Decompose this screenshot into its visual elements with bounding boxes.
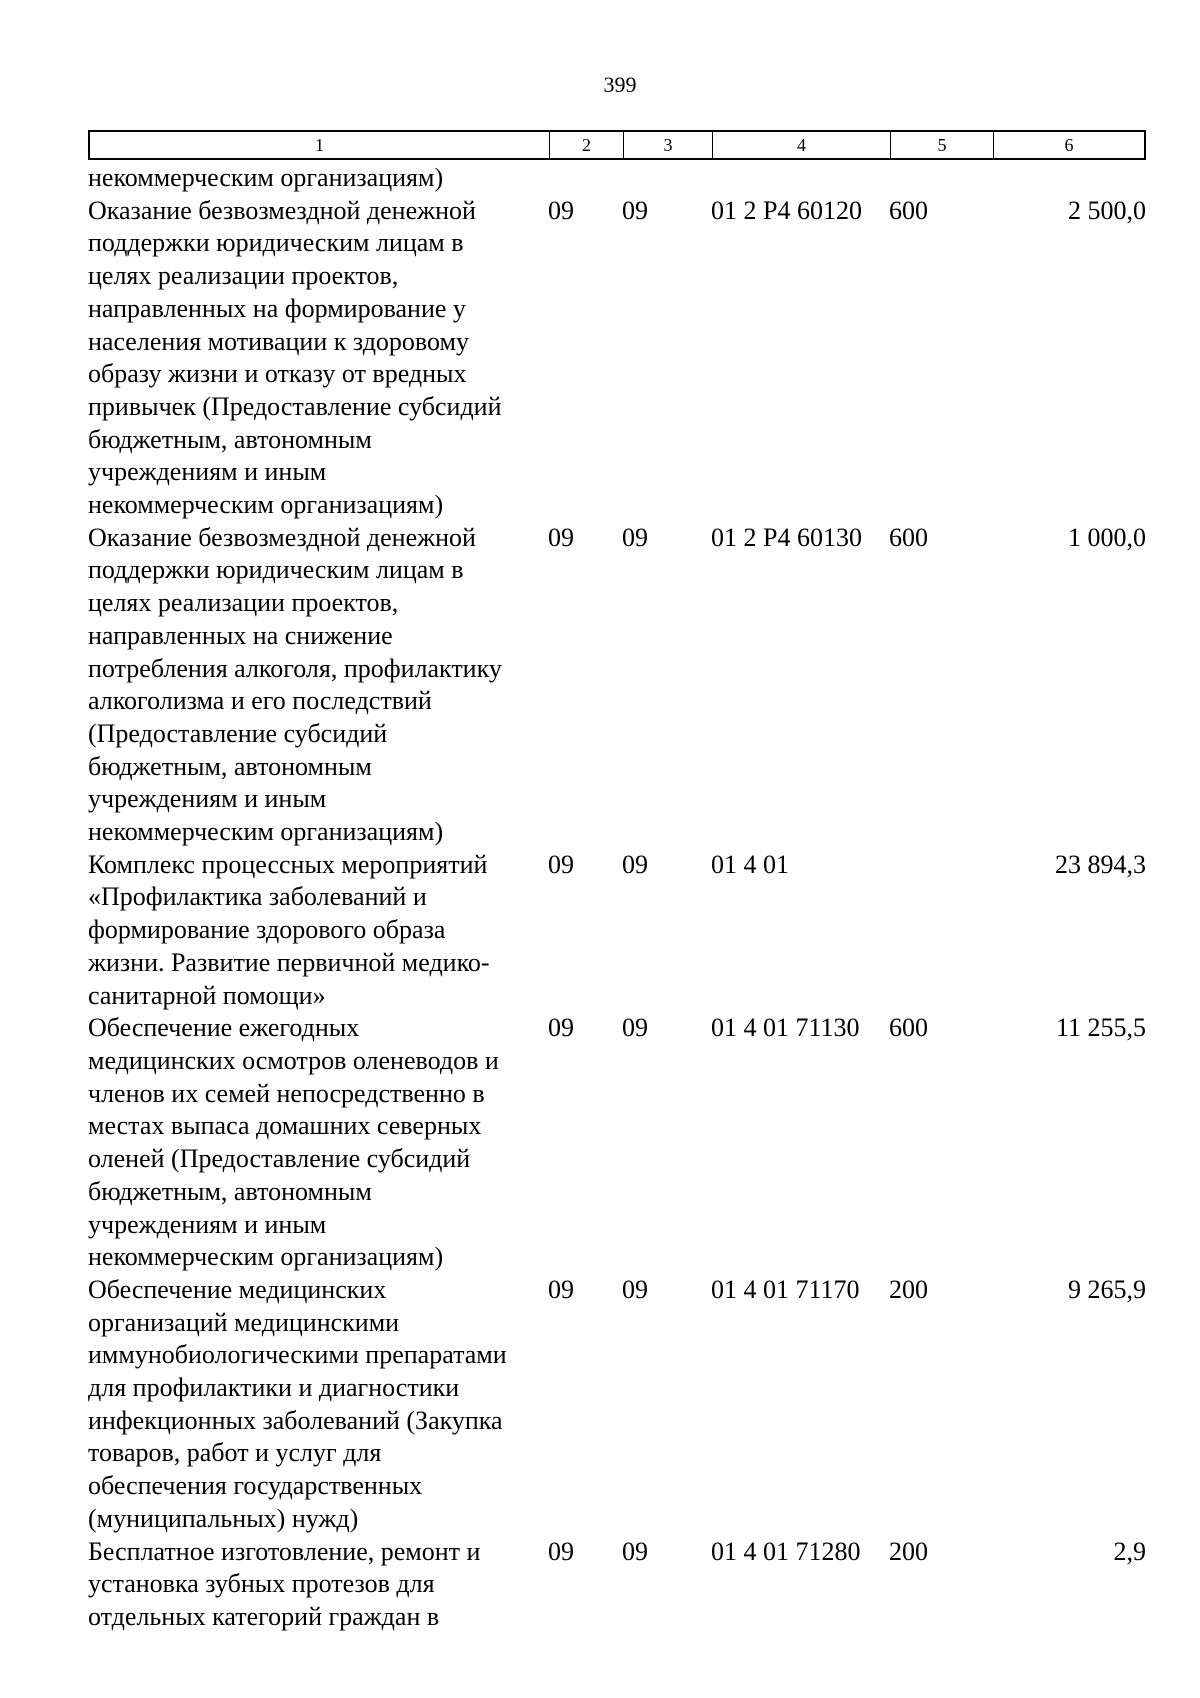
page-number: 399 [603,72,637,97]
row-description: Оказание безвозмездной денежной поддержки юридическим лицам в целях реализации проектов, направленных на снижение потребления алкоголя, профилактику алкоголизма и его последствий (Предоставление субсидий бюджетным, автономным учреждениям и иным некоммерческим организациям) [88,522,502,847]
header-col-2: 2 [550,132,624,158]
row-expense-type: 600 [889,1013,928,1043]
row-target-code: 01 4 01 71170 [711,1274,860,1304]
row-amount: 1 000,0 [1068,522,1146,552]
row-subsection: 09 [622,522,648,552]
row-expense-type: 200 [889,1536,928,1566]
continuation-row [88,162,1146,195]
row-section: 09 [548,1536,574,1566]
row-expense-type: 600 [889,522,928,552]
header-col-5: 5 [891,132,994,158]
row-subsection: 09 [622,1536,648,1566]
row-section: 09 [548,195,574,225]
row-description: Бесплатное изготовление, ремонт и установка зубных протезов для отдельных категорий граждан в [88,1536,481,1631]
table-row [88,522,1146,849]
row-section: 09 [548,1274,574,1304]
row-section: 09 [548,522,574,552]
row-expense-type: 200 [889,1274,928,1304]
table-row [88,849,1146,1013]
row-subsection: 09 [622,195,648,225]
row-expense-type: 600 [889,195,928,225]
header-col-4: 4 [713,132,891,158]
row-description: Обеспечение ежегодных медицинских осмотров оленеводов и членов их семей непосредственно в местах выпаса домашних северных оленей (Предоставление субсидий бюджетным, автономным учреждениям и иным некоммерческим организациям) [88,1013,499,1272]
row-target-code: 01 4 01 71130 [711,1013,860,1043]
header-col-1: 1 [90,132,550,158]
row-description: некоммерческим организациям) [88,163,444,192]
row-amount: 2 500,0 [1068,195,1146,225]
row-description: Комплекс процессных мероприятий «Профилактика заболеваний и формирование здорового образа жизни. Развитие первичной медико- санитарной помощи» [88,849,490,1010]
row-section: 09 [548,1013,574,1043]
table-row [88,1536,1146,1634]
row-amount: 23 894,3 [1055,849,1146,879]
row-subsection: 09 [622,1013,648,1043]
row-amount: 9 265,9 [1068,1274,1146,1304]
row-subsection: 09 [622,849,648,879]
table-row [88,1012,1146,1274]
header-col-3: 3 [624,132,713,158]
table-row [88,195,1146,522]
table-body [88,162,1146,1634]
row-target-code: 01 2 Р4 60120 [711,195,862,225]
row-amount: 11 255,5 [1055,1013,1146,1043]
row-target-code: 01 2 Р4 60130 [711,522,862,552]
row-expense-type [889,849,992,1013]
row-amount: 2,9 [1113,1536,1146,1566]
row-description: Обеспечение медицинских организаций медицинскими иммунобиологическими препаратами для профилактики и диагностики инфекционных заболеваний (Закупка товаров, работ и услуг для обеспечения государственных (муниципальных) нужд) [88,1274,507,1533]
row-section: 09 [548,849,574,879]
row-description: Оказание безвозмездной денежной поддержки юридическим лицам в целях реализации проектов, направленных на формирование у населения мотивации к здоровому образу жизни и отказу от вредных привычек (Предоставление субсидий бюджетным, автономным учреждениям и иным некоммерческим организациям) [88,195,502,520]
row-target-code: 01 4 01 [711,849,789,879]
row-target-code: 01 4 01 71280 [711,1536,861,1566]
row-subsection: 09 [622,1274,648,1304]
table-row [88,1274,1146,1536]
table-header [88,130,1146,160]
header-col-6: 6 [1064,135,1074,155]
